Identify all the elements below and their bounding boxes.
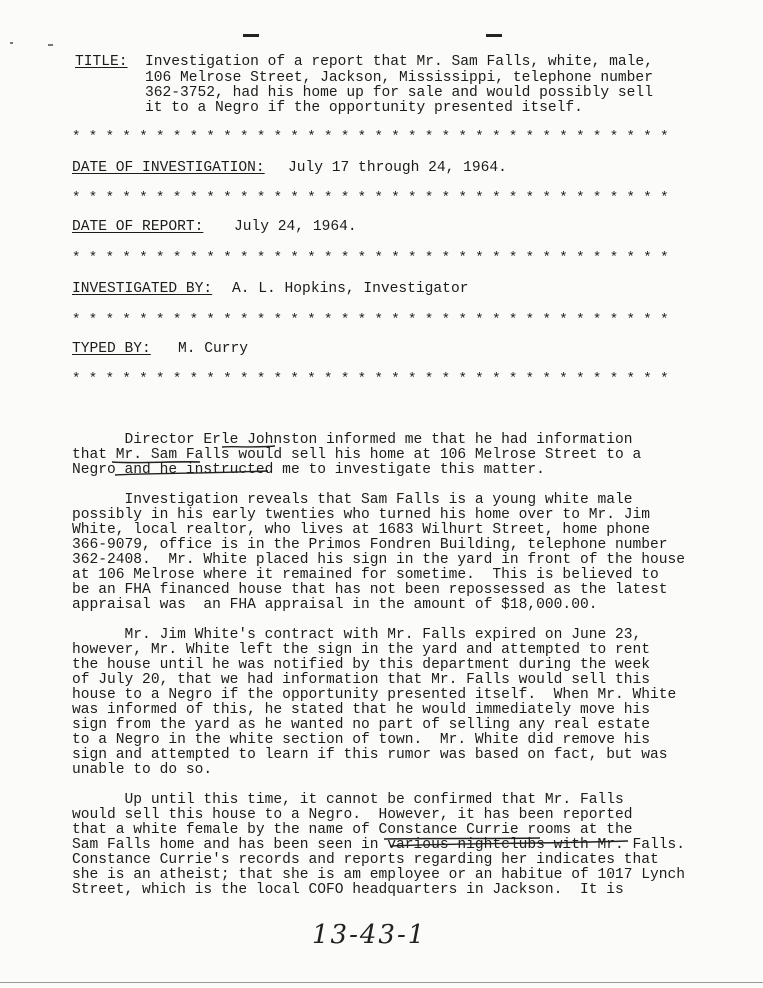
date-of-report-label: DATE OF REPORT: bbox=[72, 219, 204, 235]
paragraph-3-line: sign and attempted to learn if this rumor was based on fact, but was bbox=[72, 747, 668, 763]
title-line: 362-3752, had his home up for sale and would possibly sell bbox=[145, 85, 653, 101]
top-mark-right bbox=[486, 34, 502, 37]
handwritten-underline bbox=[380, 836, 710, 850]
paragraph-3-line: house to a Negro if the opportunity presented itself. When Mr. White bbox=[72, 687, 677, 703]
paragraph-3-line: unable to do so. bbox=[72, 762, 213, 778]
title-line: it to a Negro if the opportunity presented itself. bbox=[145, 100, 583, 116]
paragraph-2-line: appraisal was an FHA appraisal in the amount of $18,000.00. bbox=[72, 597, 598, 613]
separator: * * * * * * * * * * * * * * * * * * * * * * * * * * * * * * * * * * * * bbox=[72, 372, 669, 386]
handwritten-underline bbox=[220, 432, 280, 452]
date-of-report-value: July 24, 1964. bbox=[234, 219, 357, 235]
separator: * * * * * * * * * * * * * * * * * * * * * * * * * * * * * * * * * * * * bbox=[72, 251, 669, 265]
date-of-investigation-value: July 17 through 24, 1964. bbox=[288, 160, 507, 176]
paragraph-3-line: sign from the yard as he wanted no part of selling any real estate bbox=[72, 717, 651, 733]
paragraph-4-line: Sam Falls home and has been seen in various nightclubs with Mr. Falls. bbox=[72, 837, 686, 853]
date-of-investigation-label: DATE OF INVESTIGATION: bbox=[72, 160, 265, 176]
paragraph-2-line: Investigation reveals that Sam Falls is a young white male bbox=[72, 492, 633, 508]
investigated-by-value: A. L. Hopkins, Investigator bbox=[232, 281, 469, 297]
handwritten-underline bbox=[110, 448, 270, 478]
separator: * * * * * * * * * * * * * * * * * * * * * * * * * * * * * * * * * * * * bbox=[72, 313, 669, 327]
paragraph-2-line: 366-9079, office is in the Primos Fondren Building, telephone number bbox=[72, 537, 668, 553]
separator: * * * * * * * * * * * * * * * * * * * * * * * * * * * * * * * * * * * * bbox=[72, 130, 669, 144]
paragraph-3-line: of July 20, that we had information that Mr. Falls would sell this bbox=[72, 672, 651, 688]
paragraph-1-line: Negro and he instructed me to investigate this matter. bbox=[72, 462, 545, 478]
page-bottom-edge bbox=[0, 982, 763, 983]
paragraph-3-line: Mr. Jim White's contract with Mr. Falls expired on June 23, bbox=[72, 627, 642, 643]
paragraph-4-line: Up until this time, it cannot be confirmed that Mr. Falls bbox=[72, 792, 624, 808]
paragraph-2-line: at 106 Melrose where it remained for sometime. This is believed to bbox=[72, 567, 659, 583]
paragraph-3-line: to a Negro in the white section of town. Mr. White did remove his bbox=[72, 732, 651, 748]
paragraph-2-line: possibly in his early twenties who turned his home over to Mr. Jim bbox=[72, 507, 651, 523]
paragraph-4-line: that a white female by the name of Constance Currie rooms at the bbox=[72, 822, 633, 838]
handwritten-page-number: 13-43-1 bbox=[312, 920, 427, 950]
paragraph-2-line: 362-2408. Mr. White placed his sign in the yard in front of the house bbox=[72, 552, 686, 568]
paragraph-4-line: Street, which is the local COFO headquarters in Jackson. It is bbox=[72, 882, 624, 898]
paragraph-2-line: be an FHA financed house that has not been repossessed as the latest bbox=[72, 582, 668, 598]
paragraph-3-line: was informed of this, he stated that he would immediately move his bbox=[72, 702, 651, 718]
margin-dot bbox=[10, 42, 13, 44]
paragraph-4-line: Constance Currie's records and reports regarding her indicates that bbox=[72, 852, 659, 868]
paragraph-1-line: that Mr. Sam Falls would sell his home at 106 Melrose Street to a bbox=[72, 447, 642, 463]
typed-by-value: M. Curry bbox=[178, 341, 249, 357]
paragraph-2-line: White, local realtor, who lives at 1683 Wilhurt Street, home phone bbox=[72, 522, 651, 538]
paragraph-4-line: she is an atheist; that she is am employee or an habitue of 1017 Lynch bbox=[72, 867, 686, 883]
top-mark-left bbox=[243, 34, 259, 37]
title-line: 106 Melrose Street, Jackson, Mississippi, telephone number bbox=[145, 70, 653, 86]
margin-dot bbox=[48, 44, 53, 46]
paragraph-3-line: however, Mr. White left the sign in the yard and attempted to rent bbox=[72, 642, 651, 658]
typed-by-label: TYPED BY: bbox=[72, 341, 151, 357]
paragraph-3-line: the house until he was notified by this department during the week bbox=[72, 657, 651, 673]
title-label: TITLE: bbox=[75, 54, 128, 70]
investigated-by-label: INVESTIGATED BY: bbox=[72, 281, 213, 297]
title-line: Investigation of a report that Mr. Sam Falls, white, male, bbox=[145, 54, 653, 70]
paragraph-4-line: would sell this house to a Negro. However, it has been reported bbox=[72, 807, 633, 823]
separator: * * * * * * * * * * * * * * * * * * * * * * * * * * * * * * * * * * * * bbox=[72, 191, 669, 205]
paragraph-1-line: Director Erle Johnston informed me that he had information bbox=[72, 432, 633, 448]
